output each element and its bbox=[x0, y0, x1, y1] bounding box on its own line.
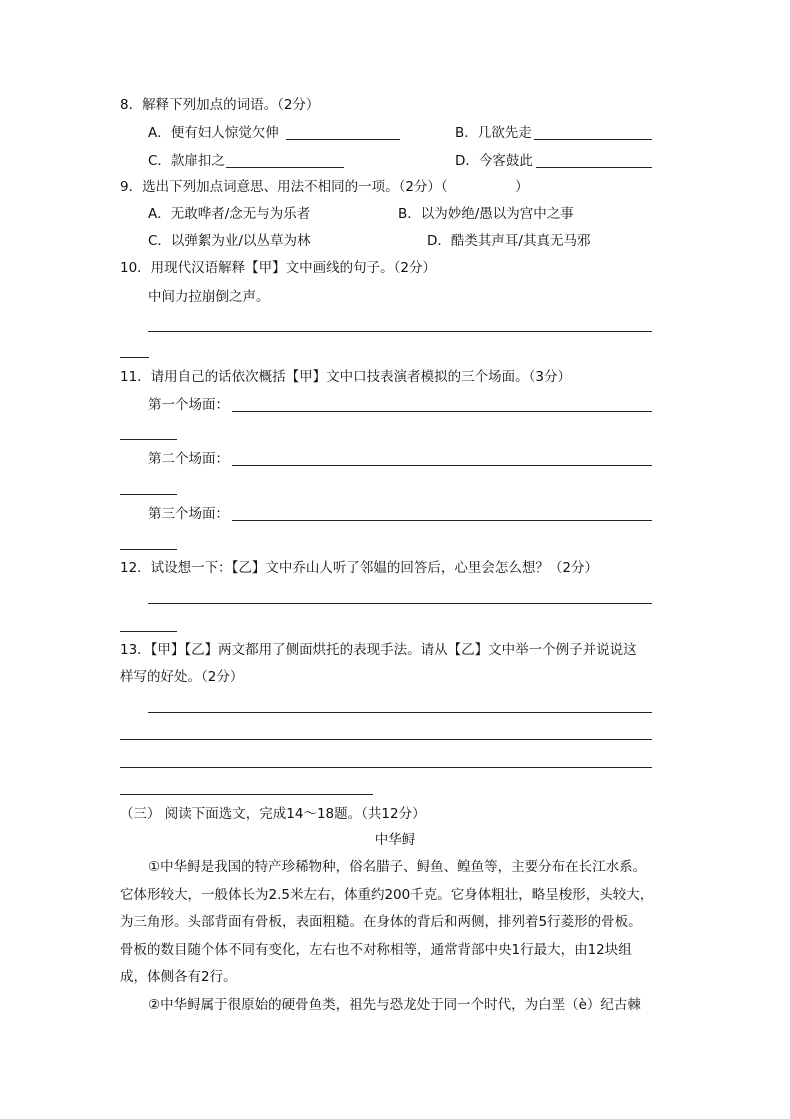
q12-prompt: 12．试设想一下：【乙】文中乔山人听了邻媪的回答后，心里会怎么想？（2分） bbox=[120, 560, 599, 576]
q11-scene2-line-cont[interactable] bbox=[120, 494, 177, 495]
passage-p1-line: ①中华鲟是我国的特产珍稀物种，俗名腊子、鲟鱼、鳇鱼等，主要分布在长江水系。 bbox=[148, 859, 647, 875]
q10-prompt: 10．用现代汉语解释【甲】文中画线的句子。（2分） bbox=[120, 260, 437, 276]
q13-answer-line-3[interactable] bbox=[120, 767, 652, 768]
q12-answer-line-cont[interactable] bbox=[120, 631, 177, 632]
q11-scene1-line[interactable] bbox=[232, 411, 652, 412]
q8-option-b: B．几欲先走 bbox=[455, 125, 532, 141]
q11-scene2-label: 第二个场面： bbox=[148, 451, 229, 467]
q13-answer-line-4[interactable] bbox=[120, 794, 373, 795]
q12-answer-line[interactable] bbox=[148, 603, 652, 604]
q8-answer-b-blank[interactable] bbox=[534, 139, 652, 140]
q11-scene3-label: 第三个场面： bbox=[148, 506, 229, 522]
q10-sentence: 中间力拉崩倒之声。 bbox=[148, 289, 270, 305]
q9-option-d: D．酷类其声耳/其真无马邪 bbox=[427, 233, 591, 249]
q13-prompt-line1: 13．【甲】【乙】两文都用了侧面烘托的表现手法。请从【乙】文中举一个例子并说说这 bbox=[120, 642, 637, 658]
q8-prompt: 8．解释下列加点的词语。（2分） bbox=[120, 97, 320, 113]
q8-answer-c-blank[interactable] bbox=[226, 167, 344, 168]
q11-prompt: 11．请用自己的话依次概括【甲】文中口技表演者模拟的三个场面。（3分） bbox=[120, 369, 572, 385]
q8-option-c: C．款扉扣之 bbox=[148, 153, 225, 169]
q8-option-a: A．便有妇人惊觉欠伸 bbox=[148, 125, 279, 141]
q10-answer-line-cont[interactable] bbox=[120, 357, 149, 358]
q8-option-d: D．今客鼓此 bbox=[455, 153, 533, 169]
q9-option-a: A．无敢哗者/念无与为乐者 bbox=[148, 206, 311, 222]
passage-title: 中华鲟 bbox=[374, 832, 416, 848]
passage-p1-line: 骨板的数目随个体不同有变化，左右也不对称相等，通常背部中央1行最大，由12块组 bbox=[120, 942, 632, 958]
passage-p1-line: 为三角形。头部背面有骨板，表面粗糙。在身体的背后和两侧，排列着5行菱形的骨板。 bbox=[120, 914, 642, 930]
q13-answer-line-2[interactable] bbox=[120, 739, 652, 740]
q13-prompt-line2: 样写的好处。（2分） bbox=[120, 669, 244, 685]
passage-p1-line: 它体形较大，一般体长为2.5米左右，体重约200千克。它身体粗壮，略呈梭形，头较大， bbox=[120, 887, 654, 903]
q8-answer-d-blank[interactable] bbox=[536, 167, 652, 168]
q9-prompt: 9．选出下列加点词意思、用法不相同的一项。（2分）（ ） bbox=[120, 179, 529, 195]
q11-scene1-line-cont[interactable] bbox=[120, 439, 177, 440]
passage-p1-line: 成，体侧各有2行。 bbox=[120, 969, 237, 985]
q9-option-b: B．以为妙绝/愚以为宫中之事 bbox=[398, 206, 574, 222]
passage-p2-line: ②中华鲟属于很原始的硬骨鱼类，祖先与恐龙处于同一个时代，为白垩（è）纪古棘 bbox=[148, 997, 641, 1013]
q10-answer-line[interactable] bbox=[148, 331, 652, 332]
section3-heading: （三） 阅读下面选文，完成14～18题。（共12分） bbox=[120, 806, 426, 822]
q9-option-c: C．以弹絮为业/以丛草为林 bbox=[148, 233, 311, 249]
q11-scene3-line[interactable] bbox=[232, 520, 652, 521]
q11-scene1-label: 第一个场面： bbox=[148, 397, 229, 413]
q11-scene3-line-cont[interactable] bbox=[120, 549, 177, 550]
q8-answer-a-blank[interactable] bbox=[286, 139, 400, 140]
q13-answer-line-1[interactable] bbox=[148, 712, 652, 713]
q11-scene2-line[interactable] bbox=[232, 465, 652, 466]
